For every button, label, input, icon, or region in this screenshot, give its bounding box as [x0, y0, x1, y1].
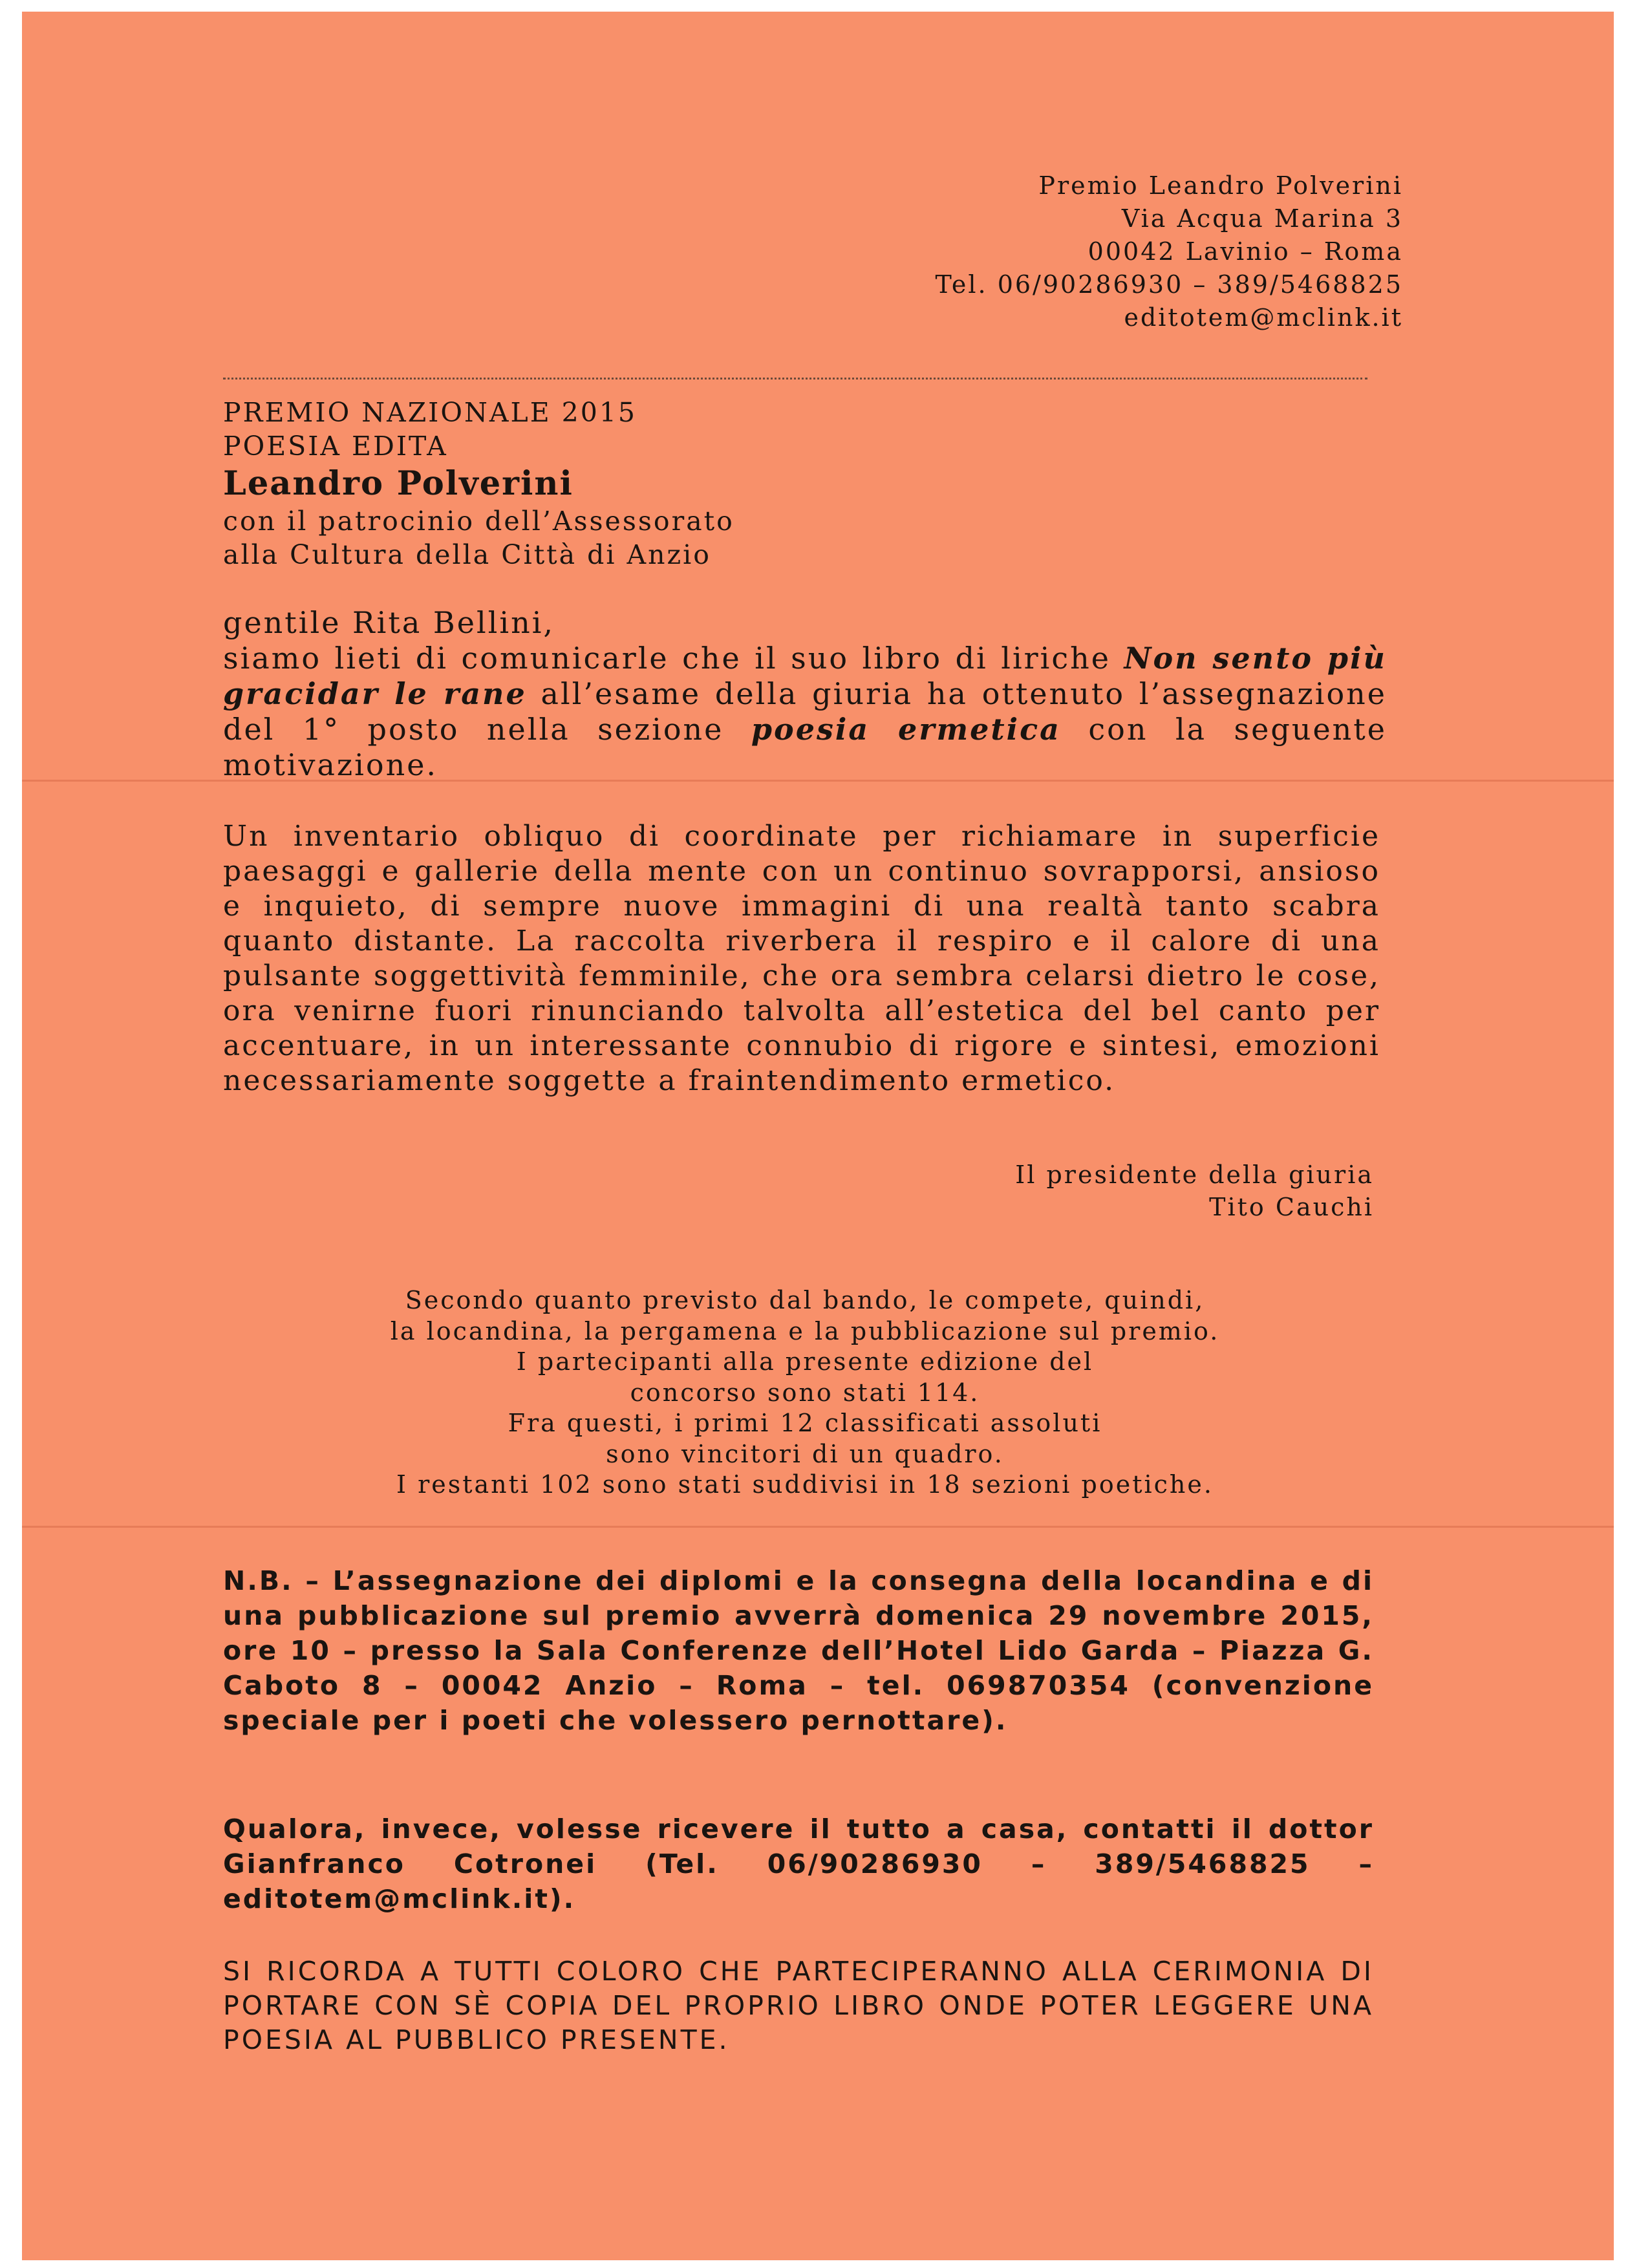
contact-notice: Qualora, invece, volesse ricevere il tutto a casa, contatti il dottor Gianfranco Cotronei (Tel. 06/90286930 – 389/5468825 – editotem@mclink.it).	[223, 1813, 1374, 1914]
notice-line: sono vincitori di un quadro.	[606, 1439, 1004, 1468]
patronage-line-1: con il patrocinio dell’Assessorato	[223, 506, 734, 537]
sender-address	[936, 169, 1404, 334]
award-category: POESIA EDITA	[223, 431, 448, 462]
announcement-text-2: all’esame della giuria ha ottenuto l’assegnazione del 1° posto nella sezione	[223, 676, 1388, 747]
book-title: Non sento più gracidar le rane	[223, 641, 1387, 711]
signature-role: Il presidente della giuria	[1015, 1161, 1374, 1189]
announcement	[223, 641, 1387, 783]
notice-line: I partecipanti alla presente edizione del	[516, 1347, 1094, 1376]
notice-line: Secondo quanto previsto dal bando, le compete, quindi,	[405, 1286, 1205, 1314]
award-name: Leandro Polverini	[223, 464, 573, 503]
participation-notice	[129, 1285, 1481, 1501]
fold-crease-lower	[22, 1526, 1614, 1528]
letter-body	[223, 605, 1387, 783]
announcement-text-3: con la seguente motivazione.	[223, 712, 1387, 782]
notice-line: la locandina, la pergamena e la pubblicazione sul premio.	[390, 1316, 1220, 1345]
patronage-line-2: alla Cultura della Città di Anzio	[223, 539, 711, 570]
sender-city: 00042 Lavinio – Roma	[1088, 237, 1403, 266]
signature-name: Tito Cauchi	[1209, 1193, 1374, 1221]
notice-line: Fra questi, i primi 12 classificati assoluti	[508, 1409, 1102, 1437]
award-heading	[223, 396, 734, 572]
ceremony-notice: N.B. – L’assegnazione dei diplomi e la consegna della locandina e di una pubblicazione sul premio avverrà domenica 29 novembre 2015, ore 10 – presso la Sala Conferenze dell’Hotel Lido Garda – Piazza G. Caboto 8 – 00042 Anzio – Roma – tel. 069870354 (convenzione speciale per i poeti che volessero pernottare).	[223, 1565, 1374, 1736]
sender-organization: Premio Leandro Polverini	[1038, 171, 1403, 200]
sender-email: editotem@mclink.it	[1124, 303, 1403, 332]
sender-phone: Tel. 06/90286930 – 389/5468825	[935, 270, 1403, 299]
section-name: poesia ermetica	[751, 712, 1061, 747]
sender-street: Via Acqua Marina 3	[1121, 204, 1403, 233]
jury-motivation: Un inventario obliquo di coordinate per richiamare in superficie paesaggi e gallerie della mente con un continuo sovrapporsi, ansioso e inquieto, di sempre nuove immagini di una realtà tanto scabra quanto distante. La raccolta riverbera il respiro e il calore di una pulsante soggettività femminile, che ora sembra celarsi dietro le cose, ora venirne fuori rinunciando talvolta all’estetica del bel canto per accentuare, in un interessante connubio di rigore e sintesi, emozioni necessariamente soggette a fraintendimento ermetico.	[223, 820, 1380, 1097]
letter-sheet	[22, 12, 1614, 2260]
jury-signature	[1015, 1159, 1374, 1223]
notice-line: I restanti 102 sono stati suddivisi in 18 sezioni poetiche.	[396, 1470, 1214, 1499]
announcement-text-1: siamo lieti di comunicarle che il suo libro di liriche	[223, 641, 1124, 676]
notice-line: concorso sono stati 114.	[630, 1378, 980, 1407]
reminder-notice: SI RICORDA A TUTTI COLORO CHE PARTECIPERANNO ALLA CERIMONIA DI PORTARE CON SÈ COPIA DEL PROPRIO LIBRO ONDE POTER LEGGERE UNA POESIA AL PUBBLICO PRESENTE.	[223, 1956, 1374, 2055]
dotted-divider	[223, 378, 1367, 380]
greeting: gentile Rita Bellini,	[223, 605, 555, 640]
award-title: PREMIO NAZIONALE 2015	[223, 397, 638, 428]
